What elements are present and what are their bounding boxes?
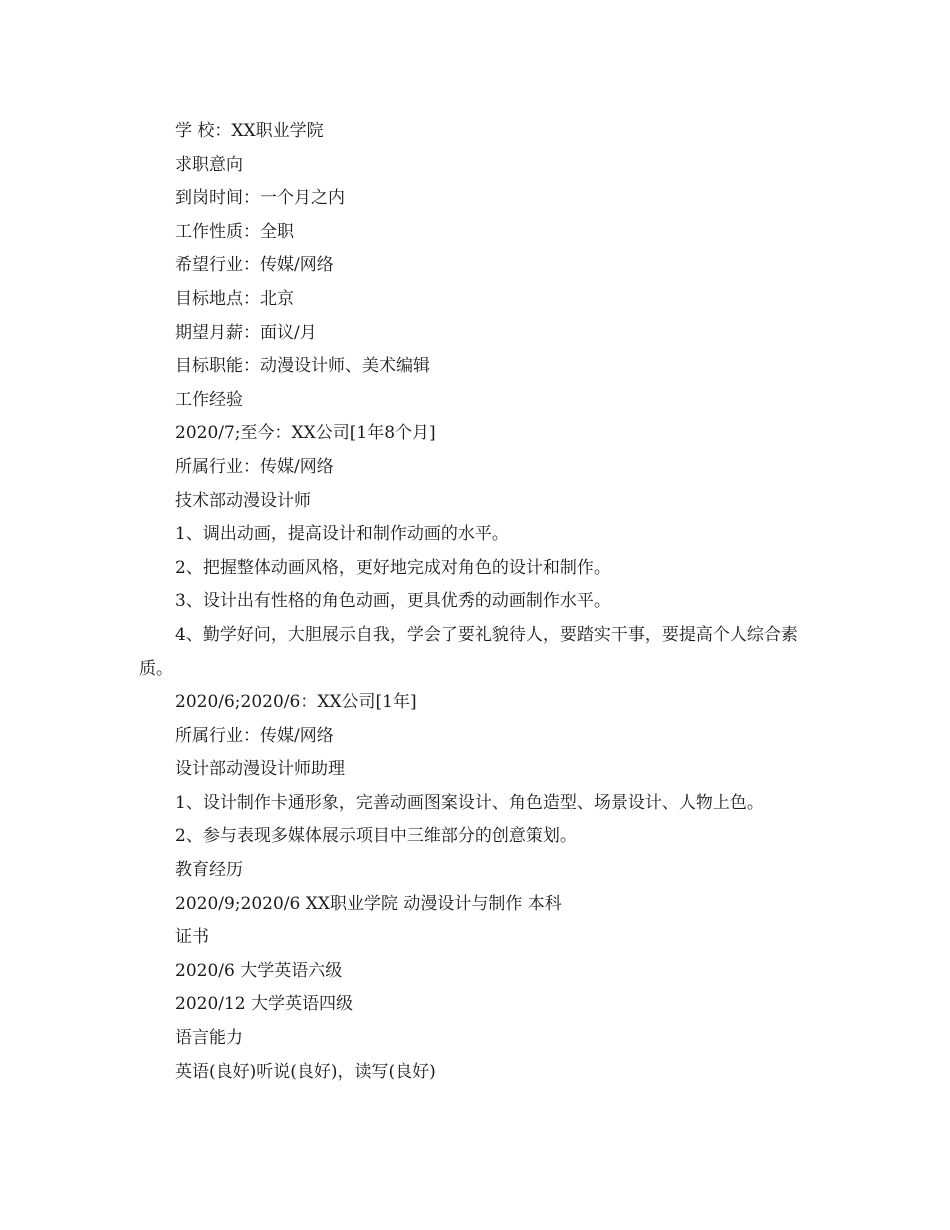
school-line: 学 校：XX职业学院 <box>175 121 324 141</box>
job-1-duty-4: 4、勤学好问，大胆展示自我，学会了要礼貌待人，要踏实干事，要提高个人综合素质。 <box>139 624 798 679</box>
target-location-line: 目标地点：北京 <box>175 288 294 309</box>
section-heading-language: 语言能力 <box>175 1028 243 1049</box>
target-position-line: 目标职能：动漫设计师、美术编辑 <box>175 356 430 377</box>
certificate-cet4: 2020/12 大学英语四级 <box>175 994 354 1015</box>
job-1-period: 2020/7;至今：XX公司[1年8个月] <box>175 423 436 444</box>
job-1-duty-3: 3、设计出有性格的角色动画，更具优秀的动画制作水平。 <box>175 591 611 612</box>
job-2-industry: 所属行业：传媒/网络 <box>175 725 334 746</box>
expected-salary-line: 期望月薪：面议/月 <box>175 322 317 343</box>
arrival-time-line: 到岗时间：一个月之内 <box>175 188 345 209</box>
job-1-industry: 所属行业：传媒/网络 <box>175 456 334 477</box>
job-1-title: 技术部动漫设计师 <box>175 490 311 511</box>
education-entry: 2020/9;2020/6 XX职业学院 动漫设计与制作 本科 <box>175 893 562 914</box>
section-heading-education: 教育经历 <box>175 860 243 881</box>
language-english: 英语(良好)听说(良好)，读写(良好) <box>175 1061 436 1082</box>
job-2-title: 设计部动漫设计师助理 <box>175 759 345 780</box>
job-1-duty-2: 2、把握整体动画风格，更好地完成对角色的设计和制作。 <box>175 557 611 578</box>
section-heading-job-intention: 求职意向 <box>175 154 243 175</box>
job-type-line: 工作性质：全职 <box>175 221 294 242</box>
section-heading-certificates: 证书 <box>175 927 209 948</box>
certificate-cet6: 2020/6 大学英语六级 <box>175 960 343 981</box>
section-heading-work-experience: 工作经验 <box>175 389 243 410</box>
job-1-duty-1: 1、调出动画，提高设计和制作动画的水平。 <box>175 524 509 545</box>
job-2-period: 2020/6;2020/6：XX公司[1年] <box>175 692 417 713</box>
desired-industry-line: 希望行业：传媒/网络 <box>175 255 334 276</box>
job-2-duty-1: 1、设计制作卡通形象，完善动画图案设计、角色造型、场景设计、人物上色。 <box>175 792 764 813</box>
job-2-duty-2: 2、参与表现多媒体展示项目中三维部分的创意策划。 <box>175 826 577 847</box>
resume-page <box>139 115 819 1089</box>
